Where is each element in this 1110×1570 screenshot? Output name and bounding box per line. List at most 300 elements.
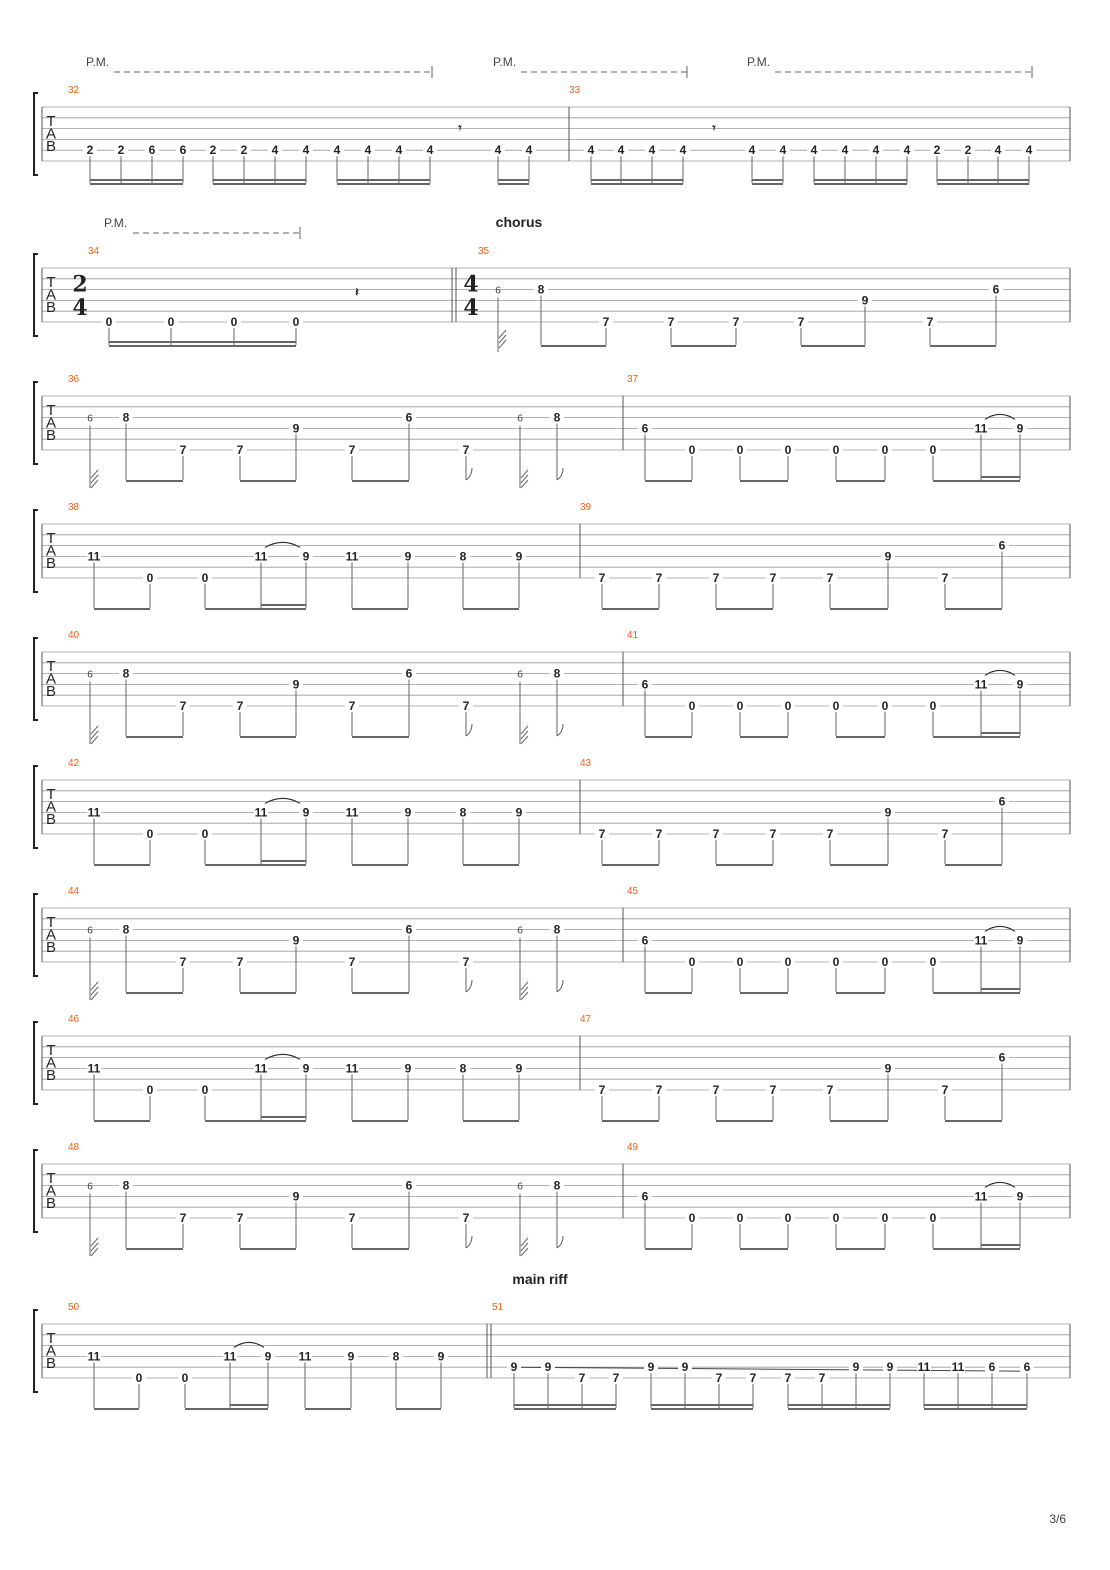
note-beam (213, 179, 306, 181)
fret-number: 6 (998, 538, 1006, 553)
fret-number: 0 (784, 1211, 792, 1225)
tab-clef-letter: B (45, 1195, 57, 1212)
fret-number: 9 (884, 805, 892, 820)
note-beam (645, 1248, 692, 1250)
tremolo-mark (91, 726, 98, 744)
time-signature-bottom: 4 (72, 295, 88, 322)
fret-number: 8 (122, 922, 130, 937)
fret-number: 0 (105, 315, 113, 329)
measure-number-35: 35 (478, 246, 490, 257)
fret-number: 0 (929, 699, 937, 713)
tab-clef-letter: T (46, 113, 56, 130)
note-beam (930, 345, 996, 347)
fret-number: 8 (553, 666, 561, 681)
fret-number: 4 (271, 143, 279, 158)
fret-number: 0 (881, 955, 889, 969)
note-beam (933, 480, 1020, 482)
note-beam (788, 1408, 890, 1410)
note-beam (126, 992, 183, 994)
note-beam (90, 179, 183, 181)
tab-clef-letter: B (45, 555, 57, 572)
fret-number: 9 (515, 805, 523, 820)
note-beam (671, 345, 736, 347)
note-beam (352, 992, 409, 994)
system-bracket (34, 93, 38, 175)
note-beam (90, 183, 183, 185)
note-beam (498, 183, 529, 185)
note-beam (109, 345, 296, 347)
fret-number: 11 (87, 549, 101, 564)
fret-number: 6 (641, 1189, 649, 1204)
fret-number: 9 (515, 1061, 523, 1076)
note-beam (651, 1408, 753, 1410)
fret-number: 0 (167, 315, 175, 329)
tab-staff (34, 254, 1070, 336)
measure-number-43: 43 (580, 758, 592, 769)
note-beam (752, 183, 783, 185)
tab-clef-letter: A (45, 1054, 57, 1072)
note-beam (740, 480, 788, 482)
fret-number: 7 (826, 827, 834, 841)
fret-number: 4 (748, 143, 756, 158)
note-beam (937, 179, 1029, 181)
fret-number: 7 (941, 1083, 949, 1097)
tab-clef-letter: T (46, 1170, 56, 1187)
fret-number: 11 (87, 1349, 101, 1364)
fret-number: 11 (917, 1360, 931, 1375)
fret-number: 7 (667, 315, 675, 329)
fret-number: 11 (974, 421, 988, 436)
system-bracket (34, 254, 38, 336)
fret-number: 7 (598, 827, 606, 841)
system-bracket (34, 382, 38, 464)
note-beam (981, 988, 1020, 990)
tremolo-mark (91, 982, 98, 1000)
fret-number: 7 (462, 955, 470, 969)
note-beam (740, 992, 788, 994)
fret-number: 9 (1016, 933, 1024, 948)
fret-number: 7 (348, 699, 356, 713)
fret-number: 8 (553, 410, 561, 425)
note-beam (801, 345, 865, 347)
fret-number: 7 (598, 571, 606, 585)
tab-staff (34, 1022, 1070, 1104)
fret-number: 9 (292, 421, 300, 436)
note-beam (645, 480, 692, 482)
fret-number: 7 (578, 1371, 586, 1385)
fret-number: 0 (881, 443, 889, 457)
note-beam (463, 864, 519, 866)
fret-number: 7 (236, 699, 244, 713)
note-beam (602, 864, 659, 866)
fret-number: 8 (122, 1178, 130, 1193)
note-beam (261, 860, 306, 862)
fret-number: 7 (826, 571, 834, 585)
fret-number: 7 (818, 1371, 826, 1385)
fret-number: 6 (405, 922, 413, 937)
fret-number: 7 (348, 443, 356, 457)
fret-number: 7 (797, 315, 805, 329)
palm-mute-label: P.M. (104, 216, 128, 230)
fret-number: 11 (254, 805, 268, 820)
fret-number: 0 (292, 315, 300, 329)
note-beam (240, 736, 296, 738)
note-beam (94, 608, 150, 610)
fret-number: 11 (223, 1349, 237, 1364)
fret-number: 11 (345, 549, 359, 564)
tremolo-mark (521, 470, 528, 488)
fret-number: 0 (929, 443, 937, 457)
fret-number: 9 (510, 1360, 518, 1375)
grace-fret-number: 6 (87, 925, 93, 937)
note-beam (651, 1404, 753, 1406)
tab-clef-letter: A (45, 1182, 57, 1200)
tab-clef-letter: B (45, 811, 57, 828)
measure-number-45: 45 (627, 886, 639, 897)
fret-number: 6 (641, 421, 649, 436)
fret-number: 9 (681, 1360, 689, 1375)
tab-clef-letter: T (46, 274, 56, 291)
flag (557, 1236, 563, 1248)
note-beam (305, 1408, 351, 1410)
measure-number-50: 50 (68, 1302, 80, 1313)
measure-number-46: 46 (68, 1014, 80, 1025)
note-beam (337, 179, 430, 181)
measure-number-48: 48 (68, 1142, 80, 1153)
note-beam (463, 1120, 519, 1122)
system-bracket (34, 1022, 38, 1104)
fret-number: 6 (148, 143, 156, 158)
measure-number-42: 42 (68, 758, 80, 769)
fret-number: 9 (515, 549, 523, 564)
fret-number: 7 (655, 1083, 663, 1097)
fret-number: 4 (679, 143, 687, 158)
slur-tie (985, 926, 1015, 931)
note-beam (836, 480, 885, 482)
grace-fret-number: 6 (517, 669, 523, 681)
note-beam (945, 1120, 1002, 1122)
note-beam (933, 1248, 1020, 1250)
palm-mute-label: P.M. (747, 55, 771, 69)
fret-number: 8 (122, 410, 130, 425)
measure-number-39: 39 (580, 502, 592, 513)
note-beam (352, 1120, 408, 1122)
fret-number: 0 (832, 443, 840, 457)
measure-number-40: 40 (68, 630, 80, 641)
fret-number: 9 (886, 1360, 894, 1375)
fret-number: 9 (292, 933, 300, 948)
tab-clef-letter: T (46, 658, 56, 675)
note-beam (126, 1248, 183, 1250)
note-beam (716, 864, 773, 866)
flag (557, 468, 563, 480)
tab-clef-letter: B (45, 138, 57, 155)
note-beam (945, 608, 1002, 610)
tab-clef-letter: A (45, 798, 57, 816)
note-beam (830, 864, 888, 866)
note-beam (836, 992, 885, 994)
fret-number: 7 (769, 827, 777, 841)
fret-number: 0 (929, 1211, 937, 1225)
fret-number: 11 (298, 1349, 312, 1364)
fret-number: 6 (641, 933, 649, 948)
fret-number: 9 (292, 677, 300, 692)
fret-number: 0 (784, 443, 792, 457)
tab-clef-letter: A (45, 542, 57, 560)
tremolo-mark (521, 1238, 528, 1256)
note-beam (591, 183, 683, 185)
fret-number: 0 (736, 955, 744, 969)
fret-number: 0 (688, 955, 696, 969)
eighth-rest: 𝄾 (712, 121, 716, 135)
note-beam (126, 736, 183, 738)
fret-number: 0 (688, 443, 696, 457)
fret-number: 11 (974, 1189, 988, 1204)
slur-tie (985, 670, 1015, 675)
fret-number: 9 (264, 1349, 272, 1364)
fret-number: 7 (179, 955, 187, 969)
note-beam (94, 1408, 139, 1410)
fret-number: 4 (1025, 143, 1033, 158)
note-beam (205, 1120, 306, 1122)
fret-number: 2 (117, 143, 125, 158)
fret-number: 0 (201, 571, 209, 585)
note-beam (213, 183, 306, 185)
fret-number: 7 (179, 443, 187, 457)
fret-number: 9 (1016, 677, 1024, 692)
note-beam (591, 179, 683, 181)
tab-clef-letter: T (46, 530, 56, 547)
fret-number: 0 (784, 699, 792, 713)
tab-clef-letter: B (45, 939, 57, 956)
fret-number: 0 (230, 315, 238, 329)
fret-number: 8 (459, 549, 467, 564)
fret-number: 9 (861, 293, 869, 308)
tab-clef-letter: A (45, 926, 57, 944)
fret-number: 4 (841, 143, 849, 158)
tab-staff (34, 766, 1070, 848)
section-label-main-riff: main riff (512, 1271, 568, 1287)
tab-clef-letter: B (45, 427, 57, 444)
fret-number: 0 (135, 1371, 143, 1385)
note-beam (788, 1404, 890, 1406)
system-bracket (34, 894, 38, 976)
fret-number: 7 (941, 571, 949, 585)
note-beam (126, 480, 183, 482)
fret-number: 9 (302, 805, 310, 820)
fret-number: 7 (769, 571, 777, 585)
fret-number: 7 (462, 443, 470, 457)
fret-number: 4 (525, 143, 533, 158)
tab-clef-letter: B (45, 1067, 57, 1084)
fret-number: 6 (179, 143, 187, 158)
fret-number: 9 (404, 805, 412, 820)
fret-number: 7 (655, 571, 663, 585)
fret-number: 7 (236, 443, 244, 457)
fret-number: 9 (292, 1189, 300, 1204)
fret-number: 7 (926, 315, 934, 329)
fret-number: 0 (146, 1083, 154, 1097)
slur-tie (234, 1342, 264, 1347)
fret-number: 0 (784, 955, 792, 969)
fret-number: 9 (852, 1360, 860, 1375)
fret-number: 7 (236, 955, 244, 969)
fret-number: 0 (736, 699, 744, 713)
fret-number: 6 (405, 666, 413, 681)
quarter-rest: 𝄽 (355, 285, 359, 300)
note-beam (830, 1120, 888, 1122)
fret-number: 6 (641, 677, 649, 692)
fret-number: 6 (992, 282, 1000, 297)
fret-number: 2 (964, 143, 972, 158)
fret-number: 7 (348, 1211, 356, 1225)
fret-number: 7 (602, 315, 610, 329)
slur-tie (265, 542, 300, 547)
note-beam (230, 1404, 268, 1406)
fret-number: 11 (974, 677, 988, 692)
system-bracket (34, 638, 38, 720)
fret-number: 8 (122, 666, 130, 681)
fret-number: 4 (302, 143, 310, 158)
time-signature-top: 2 (72, 271, 88, 298)
fret-number: 7 (784, 1371, 792, 1385)
measure-number-33: 33 (569, 85, 581, 96)
fret-number: 7 (712, 1083, 720, 1097)
fret-number: 4 (872, 143, 880, 158)
palm-mute-label: P.M. (86, 55, 110, 69)
note-beam (514, 1408, 616, 1410)
note-beam (463, 608, 519, 610)
time-signature-bottom: 4 (463, 295, 479, 322)
tremolo-mark (499, 330, 506, 348)
fret-number: 9 (647, 1360, 655, 1375)
fret-number: 0 (736, 443, 744, 457)
note-beam (109, 341, 296, 343)
measure-number-37: 37 (627, 374, 639, 385)
fret-number: 4 (494, 143, 502, 158)
note-beam (945, 864, 1002, 866)
measure-number-41: 41 (627, 630, 639, 641)
tremolo-mark (521, 726, 528, 744)
fret-number: 0 (146, 827, 154, 841)
fret-number: 0 (688, 699, 696, 713)
note-beam (981, 732, 1020, 734)
fret-number: 4 (364, 143, 372, 158)
note-beam (205, 608, 306, 610)
slur-tie (265, 1054, 300, 1059)
tab-clef-letter: A (45, 286, 57, 304)
fret-number: 6 (998, 1050, 1006, 1065)
grace-fret-number: 6 (87, 669, 93, 681)
tab-clef-letter: T (46, 786, 56, 803)
fret-number: 11 (345, 805, 359, 820)
note-beam (240, 1248, 296, 1250)
fret-number: 8 (537, 282, 545, 297)
fret-number: 4 (648, 143, 656, 158)
time-signature-top: 4 (463, 271, 479, 298)
fret-number: 11 (254, 549, 268, 564)
fret-number: 8 (459, 1061, 467, 1076)
page-number: 3/6 (1049, 1512, 1066, 1526)
tremolo-mark (521, 982, 528, 1000)
flag (557, 980, 563, 992)
fret-number: 11 (87, 1061, 101, 1076)
fret-number: 7 (941, 827, 949, 841)
fret-number: 0 (832, 1211, 840, 1225)
fret-number: 0 (832, 955, 840, 969)
fret-number: 8 (392, 1349, 400, 1364)
fret-number: 9 (404, 1061, 412, 1076)
note-beam (924, 1404, 1027, 1406)
tab-staff (34, 93, 1070, 175)
fret-number: 9 (1016, 1189, 1024, 1204)
note-beam (716, 608, 773, 610)
tab-clef-letter: A (45, 670, 57, 688)
fret-number: 7 (826, 1083, 834, 1097)
fret-number: 11 (951, 1360, 965, 1375)
fret-number: 9 (347, 1349, 355, 1364)
fret-number: 7 (348, 955, 356, 969)
fret-number: 11 (254, 1061, 268, 1076)
eighth-rest: 𝄾 (458, 121, 462, 135)
note-beam (814, 183, 907, 185)
fret-number: 9 (544, 1360, 552, 1375)
note-beam (352, 480, 409, 482)
measure-number-49: 49 (627, 1142, 639, 1153)
measure-number-44: 44 (68, 886, 80, 897)
fret-number: 4 (810, 143, 818, 158)
fret-number: 0 (881, 699, 889, 713)
grace-fret-number: 6 (517, 1181, 523, 1193)
note-beam (836, 736, 885, 738)
note-beam (205, 864, 306, 866)
note-beam (830, 608, 888, 610)
note-beam (541, 345, 606, 347)
fret-number: 8 (553, 922, 561, 937)
slur-tie (985, 414, 1015, 419)
note-beam (352, 864, 408, 866)
note-beam (94, 1120, 150, 1122)
fret-number: 9 (302, 1061, 310, 1076)
note-beam (933, 736, 1020, 738)
fret-number: 7 (598, 1083, 606, 1097)
slur-tie (265, 798, 300, 803)
fret-number: 9 (302, 549, 310, 564)
tab-clef-letter: T (46, 914, 56, 931)
grace-fret-number: 6 (87, 413, 93, 425)
measure-number-38: 38 (68, 502, 80, 513)
note-beam (740, 1248, 788, 1250)
fret-number: 4 (617, 143, 625, 158)
fret-number: 6 (988, 1360, 996, 1375)
tab-staff (34, 510, 1070, 592)
note-beam (396, 1408, 441, 1410)
note-beam (352, 736, 409, 738)
fret-number: 4 (994, 143, 1002, 158)
fret-number: 7 (749, 1371, 757, 1385)
fret-number: 4 (779, 143, 787, 158)
measure-number-47: 47 (580, 1014, 592, 1025)
fret-number: 0 (146, 571, 154, 585)
note-beam (814, 179, 907, 181)
fret-number: 7 (462, 699, 470, 713)
section-label-chorus: chorus (495, 214, 543, 230)
fret-number: 4 (426, 143, 434, 158)
tremolo-mark (91, 1238, 98, 1256)
tab-clef-letter: B (45, 299, 57, 316)
fret-number: 6 (1023, 1360, 1031, 1375)
note-beam (602, 1120, 659, 1122)
